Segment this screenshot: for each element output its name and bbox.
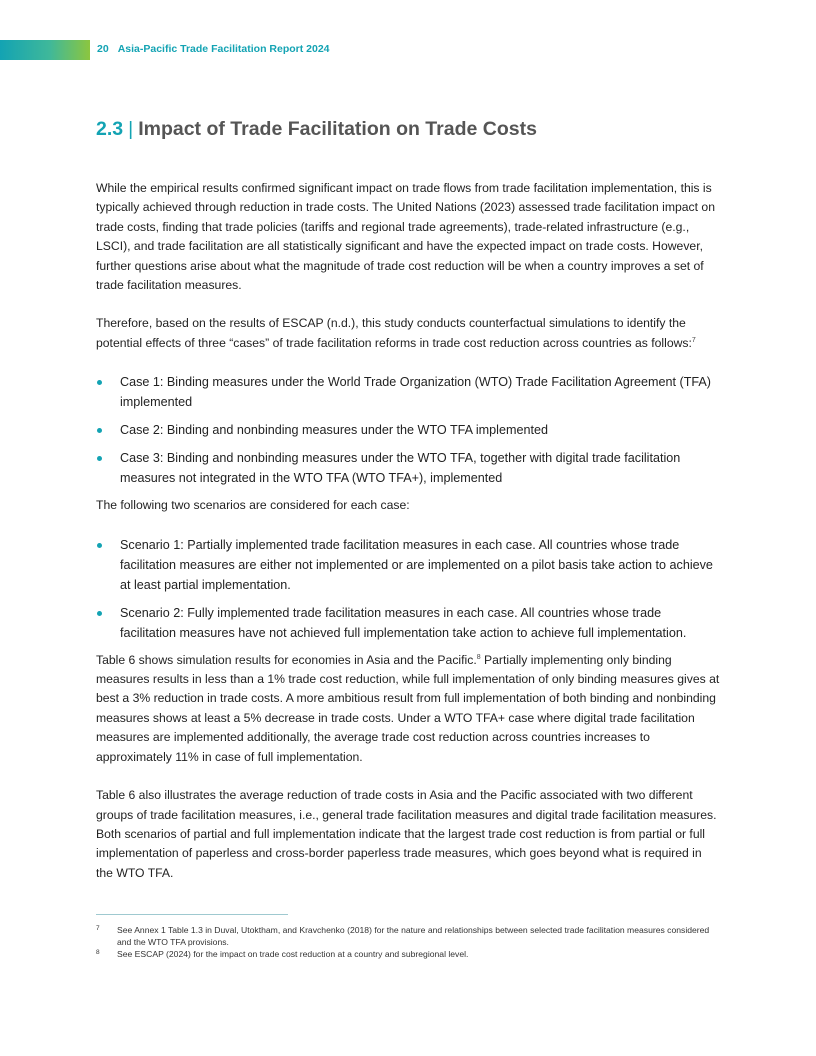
bullet-icon <box>97 543 102 548</box>
list-item-case-3 <box>96 448 720 488</box>
section-separator: | <box>128 118 134 140</box>
running-header <box>97 43 330 55</box>
list-item-text: Scenario 2: Fully implemented trade facilitation measures in each case. All countries whose trade facilitation measures have not achieved full implementation take action to achieve full implementation. <box>120 605 687 640</box>
list-item-text: Scenario 1: Partially implemented trade facilitation measures in each case. All countries whose trade facilitation measures are either not implemented or are implemented on a pilot basis take action to achieve at least partial implementation. <box>120 537 713 592</box>
list-item-text: Case 2: Binding and nonbinding measures under the WTO TFA implemented <box>120 423 548 438</box>
footnote-7 <box>96 925 716 948</box>
footnotes <box>96 925 716 962</box>
footnote-marker: 8 <box>96 949 100 956</box>
paragraph-5: Table 6 also illustrates the average reduction of trade costs in Asia and the Pacific associated with two different groups of trade facilitation measures, i.e., general trade facilitation measures and digital trade facilitation measures. Both scenarios of partial and full implementation indicate that the largest trade cost reduction is from partial or full implementation of paperless and cross-border paperless trade measures, which goes beyond what is required in the WTO TFA. <box>96 788 717 880</box>
footnote-ref-8: 8 <box>476 653 481 661</box>
bullet-icon <box>97 380 102 385</box>
footnote-marker: 7 <box>96 925 100 932</box>
paragraph-2-text: Therefore, based on the results of ESCAP (n.d.), this study conducts counterfactual simulations to identify the potential effects of three “cases” of trade facilitation reforms in trade cost reduction across countries as follows: <box>96 316 692 350</box>
list-item-case-2 <box>96 420 720 440</box>
body-text <box>96 179 720 902</box>
report-title: Asia-Pacific Trade Facilitation Report 2024 <box>117 43 330 55</box>
paragraph-2 <box>96 314 720 353</box>
footnote-text: See Annex 1 Table 1.3 in Duval, Utoktham, and Kravchenko (2018) for the nature and relationships between selected trade facilitation measures considered and the WTO TFA provisions. <box>117 925 710 947</box>
list-item-scenario-1 <box>96 535 720 595</box>
list-item-text: Case 3: Binding and nonbinding measures under the WTO TFA, together with digital trade facilitation measures not integrated in the WTO TFA (WTO TFA+), implemented <box>120 451 681 486</box>
scenarios-list <box>96 535 720 643</box>
paragraph-1: While the empirical results confirmed significant impact on trade flows from trade facilitation implementation, this is typically achieved through reduction in trade costs. The United Nations (2023) assessed trade facilitation impact on trade costs, finding that trade policies (tariffs and regional trade agreements), trade-related infrastructure (e.g., LSCI), and trade facilitation are all statistically significant and have the expected impact on trade costs. However, further questions arise about what the magnitude of trade cost reduction will be when a country improves a set of trade facilitation measures. <box>96 181 715 293</box>
list-item-scenario-2 <box>96 603 720 643</box>
page-number: 20 <box>97 43 109 55</box>
footnote-ref-7: 7 <box>691 336 696 344</box>
paragraph-4-text-b: Partially implementing only binding measures results in less than a 1% trade cost reduction, while full implementation of only binding measures gives at best a 3% reduction in trade costs. A more ambitious result from full implementation of both binding and nonbinding measures shows at least a 5% decrease in trade costs. Under a WTO TFA+ case where digital trade facilitation measures are implemented additionally, the average trade cost reduction across countries increases to approximately 11% in case of full implementation. <box>96 652 720 764</box>
bullet-icon <box>97 428 102 433</box>
bullet-icon <box>97 456 102 461</box>
header-accent-band <box>0 40 90 60</box>
list-item-text: Case 1: Binding measures under the World Trade Organization (WTO) Trade Facilitation Agreement (TFA) implemented <box>120 375 712 410</box>
list-item-case-1 <box>96 372 720 412</box>
paragraph-4 <box>96 651 720 767</box>
footnote-text: See ESCAP (2024) for the impact on trade cost reduction at a country and subregional level. <box>117 949 469 959</box>
bullet-icon <box>97 611 102 616</box>
section-number: 2.3 <box>96 118 124 140</box>
paragraph-3: The following two scenarios are considered for each case: <box>96 498 410 513</box>
section-heading <box>96 118 537 141</box>
cases-list <box>96 372 720 488</box>
footnote-divider <box>96 914 288 915</box>
section-title: Impact of Trade Facilitation on Trade Costs <box>138 118 537 140</box>
footnote-8 <box>96 949 716 961</box>
paragraph-4-text-a: Table 6 shows simulation results for economies in Asia and the Pacific. <box>96 652 477 667</box>
